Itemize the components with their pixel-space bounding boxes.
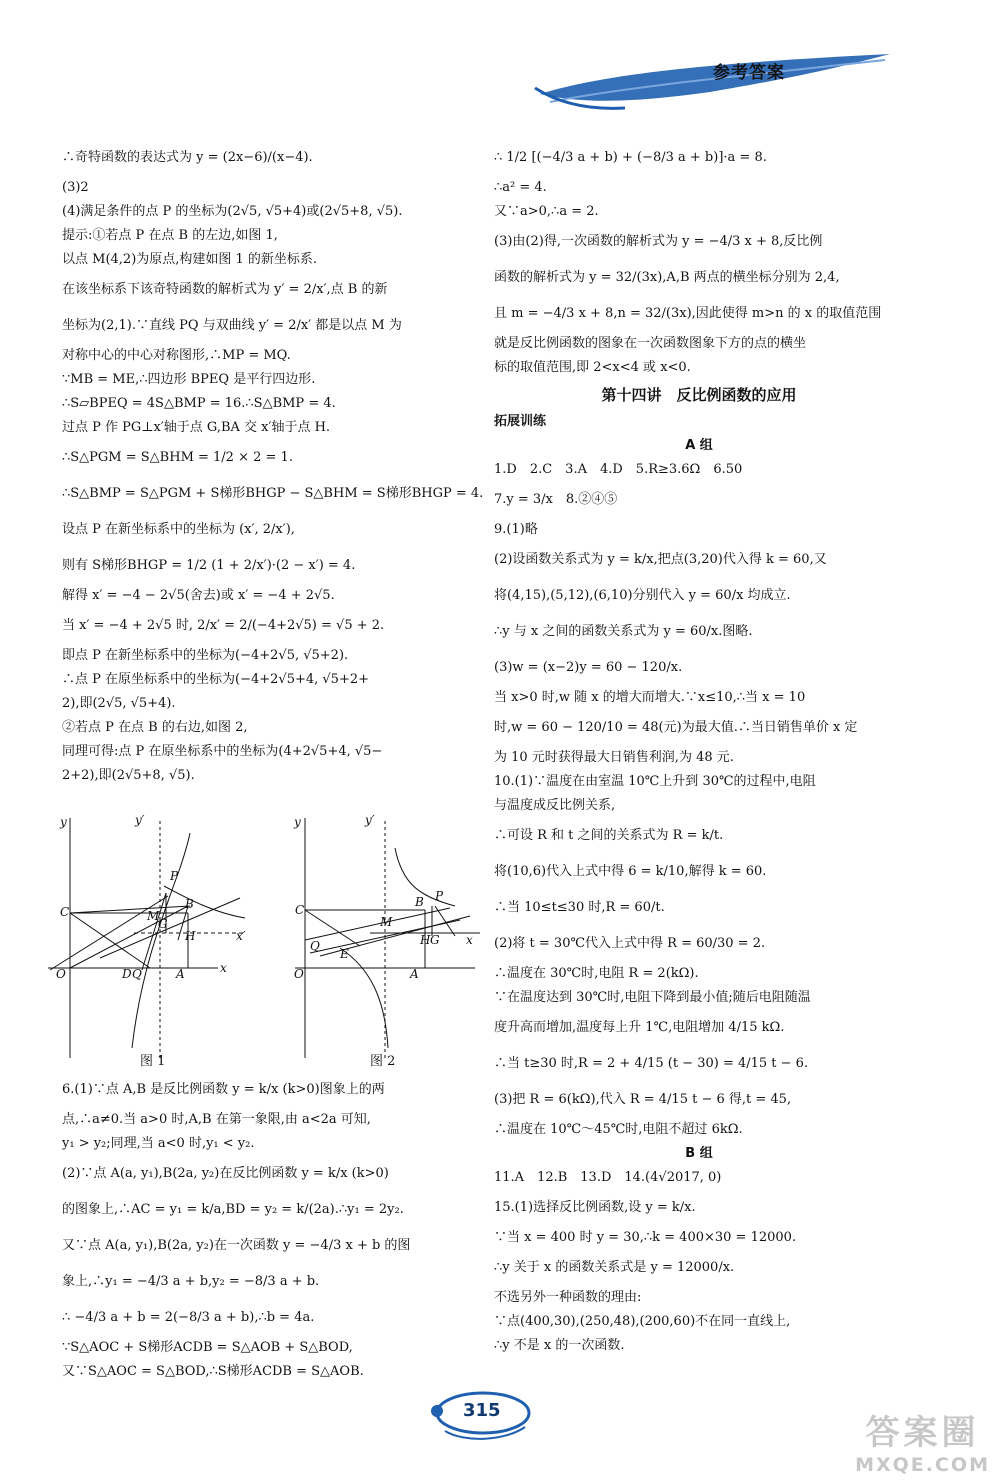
fig2-label-h: H xyxy=(420,933,431,947)
text-line: ∴可设 R 和 t 之间的关系式为 R = k/t. xyxy=(494,828,724,843)
fig2-label-o: O xyxy=(294,967,304,981)
fig2-label-b: B xyxy=(415,895,424,909)
fig1-label-o: O xyxy=(56,967,66,981)
text-line: ∴ 1/2 [(−4/3 a + b) + (−8/3 a + b)]·a = 8. xyxy=(494,150,767,165)
text-line: 将(10,6)代入上式中得 6 = k/10,解得 k = 60. xyxy=(494,864,767,879)
text-line: 度升高而增加,温度每上升 1℃,电阻增加 4/15 kΩ. xyxy=(494,1020,785,1035)
right-column xyxy=(494,140,904,1358)
text-line: 象上,∴y₁ = −4/3 a + b,y₂ = −8/3 a + b. xyxy=(62,1274,320,1289)
text-line: ∵MB = ME,∴四边形 BPEQ 是平行四边形. xyxy=(62,372,316,387)
figure-1-caption: 图 1 xyxy=(140,1054,166,1069)
text-line: ∵S△AOC + S梯形ACDB = S△AOB + S△BOD, xyxy=(62,1340,353,1355)
text-line: 函数的解析式为 y = 32/(3x),A,B 两点的横坐标分别为 2,4, xyxy=(494,270,840,285)
text-line: 2),即(2√5, √5+4). xyxy=(62,696,176,711)
text-line: 在该坐标系下该奇特函数的解析式为 y′ = 2/x′,点 B 的新 xyxy=(62,282,388,297)
fig1-label-y-prime: y′ xyxy=(135,813,145,827)
text-line: (3)w = (x−2)y = 60 − 120/x. xyxy=(494,660,683,675)
fig1-label-c: C xyxy=(60,905,70,919)
text-line: ∵在温度达到 30℃时,电阻下降到最小值;随后电阻随温 xyxy=(494,990,811,1005)
text-line: ∴ −4/3 a + b = 2(−8/3 a + b),∴b = 4a. xyxy=(62,1310,315,1325)
header-title: 参考答案 xyxy=(713,63,785,83)
text-line: (4)满足条件的点 P 的坐标为(2√5, √5+4)或(2√5+8, √5). xyxy=(62,204,403,219)
text-line: (3)由(2)得,一次函数的解析式为 y = −4/3 x + 8,反比例 xyxy=(494,234,823,249)
text-line: 又∵S△AOC = S△BOD,∴S梯形ACDB = S△AOB. xyxy=(62,1364,364,1379)
section-title: 第十四讲 反比例函数的应用 xyxy=(601,386,797,404)
text-line: ∴当 t≥30 时,R = 2 + 4/15 (t − 30) = 4/15 t − 6. xyxy=(494,1056,809,1071)
text-line: 与温度成反比例关系, xyxy=(494,798,616,813)
text-line: ∴奇特函数的表达式为 y = (2x−6)/(x−4). xyxy=(62,150,313,165)
text-line: 同理可得:点 P 在原坐标系中的坐标为(4+2√5+4, √5− xyxy=(62,744,383,759)
text-line: ∴S▱BPEQ = 4S△BMP = 16.∴S△BMP = 4. xyxy=(62,396,336,411)
text-line: (3)把 R = 6(kΩ),代入 R = 4/15 t − 6 得,t = 45, xyxy=(494,1092,792,1107)
fig1-label-h: H xyxy=(185,929,196,943)
text-line: ∴a² = 4. xyxy=(494,180,547,195)
text-line: 15.(1)选择反比例函数,设 y = k/x. xyxy=(494,1200,696,1215)
figure-2 xyxy=(295,818,480,1058)
group-a-title: A 组 xyxy=(685,438,713,453)
fig2-label-q: Q xyxy=(310,939,320,953)
fig1-label-b: B xyxy=(185,897,194,911)
text-line: ∴y 与 x 之间的函数关系式为 y = 60/x.图略. xyxy=(494,624,753,639)
fig2-label-c: C xyxy=(295,903,305,917)
figures xyxy=(40,808,480,1068)
text-line: 又∵点 A(a, y₁),B(2a, y₂)在一次函数 y = −4/3 x + b 的图 xyxy=(62,1238,411,1253)
fig2-label-m: M xyxy=(380,915,393,929)
text-line: ∴y 不是 x 的一次函数. xyxy=(494,1338,625,1353)
text-line: ∵点(400,30),(250,48),(200,60)不在同一直线上, xyxy=(494,1314,791,1329)
text-line: 将(4,15),(5,12),(6,10)分别代入 y = 60/x 均成立. xyxy=(494,588,791,603)
text-line: ∴y 关于 x 的函数关系式是 y = 12000/x. xyxy=(494,1260,735,1275)
left-column-b xyxy=(62,1072,462,1384)
fig2-label-p: P xyxy=(435,889,444,903)
figure-labels xyxy=(56,813,473,981)
page-number: 315 xyxy=(463,1400,501,1421)
text-line: 且 m = −4/3 x + 8,n = 32/(3x),因此使得 m>n 的 x 的取值范围 xyxy=(494,306,882,321)
watermark-url: MXQE.COM xyxy=(855,1454,990,1476)
fig1-label-x-prime: x′ xyxy=(236,929,246,943)
text-line: 为 10 元时获得最大日销售利润,为 48 元. xyxy=(494,750,734,765)
text-line: 即点 P 在新坐标系中的坐标为(−4+2√5, √5+2). xyxy=(62,648,349,663)
text-line: 2+2),即(2√5+8, √5). xyxy=(62,768,195,783)
fig2-label-g: G xyxy=(430,933,440,947)
text-line: 7.y = 3/x 8.②④⑤ xyxy=(494,492,618,507)
fig1-label-g: G xyxy=(158,917,168,931)
subsection-title: 拓展训练 xyxy=(494,414,547,429)
fig1-label-d: D xyxy=(122,967,132,981)
text-line: 时,w = 60 − 120/10 = 48(元)为最大值.∴当日销售单价 x 定 xyxy=(494,720,858,735)
text-line: 以点 M(4,2)为原点,构建如图 1 的新坐标系. xyxy=(62,252,318,267)
fig1-label-m: M xyxy=(147,909,160,923)
text-line: 点,∴a≠0.当 a>0 时,A,B 在第一象限,由 a<2a 可知, xyxy=(62,1112,371,1127)
text-line: 不选另外一种函数的理由: xyxy=(494,1290,642,1305)
text-line: 则有 S梯形BHGP = 1/2 (1 + 2/x′)·(2 − x′) = 4. xyxy=(62,558,356,573)
text-line: 6.(1)∵点 A,B 是反比例函数 y = k/x (k>0)图象上的两 xyxy=(62,1082,385,1097)
text-line: 对称中心的中心对称图形,∴MP = MQ. xyxy=(62,348,291,363)
figure-1 xyxy=(48,818,245,1058)
fig2-label-a: A xyxy=(410,967,419,981)
text-line: 的图象上,∴AC = y₁ = k/a,BD = y₂ = k/(2a).∴y₁ = 2y₂. xyxy=(62,1202,404,1217)
fig1-label-q: Q xyxy=(132,967,142,981)
text-line: 标的取值范围,即 2<x<4 或 x<0. xyxy=(494,360,691,375)
fig1-label-a: A xyxy=(176,967,185,981)
text-line: 过点 P 作 PG⊥x′轴于点 G,BA 交 x′轴于点 H. xyxy=(62,420,331,435)
text-line: 1.D 2.C 3.A 4.D 5.R≥3.6Ω 6.50 xyxy=(494,462,743,477)
text-line: 解得 x′ = −4 − 2√5(舍去)或 x′ = −4 + 2√5. xyxy=(62,588,335,603)
text-line: ∴温度在 10℃～45℃时,电阻不超过 6kΩ. xyxy=(494,1122,743,1137)
text-line: 当 x>0 时,w 随 x 的增大而增大.∵x≤10,∴当 x = 10 xyxy=(494,690,806,705)
text-line: 9.(1)略 xyxy=(494,522,538,537)
text-line: y₁ > y₂;同理,当 a<0 时,y₁ < y₂. xyxy=(62,1136,255,1151)
text-line: 11.A 12.B 13.D 14.(4√2017, 0) xyxy=(494,1170,722,1185)
text-line: 当 x′ = −4 + 2√5 时, 2/x′ = 2/(−4+2√5) = √5 + 2. xyxy=(62,618,385,633)
text-line: ∴S△PGM = S△BHM = 1/2 × 2 = 1. xyxy=(62,450,293,465)
watermark xyxy=(855,1405,990,1476)
text-line: 坐标为(2,1).∵直线 PQ 与双曲线 y′ = 2/x′ 都是以点 M 为 xyxy=(62,318,402,333)
fig2-label-y: y xyxy=(294,815,301,829)
text-line: (2)∵点 A(a, y₁),B(2a, y₂)在反比例函数 y = k/x (k>0) xyxy=(62,1166,389,1181)
text-line: (3)2 xyxy=(62,180,89,195)
fig2-label-x-prime: x xyxy=(466,933,473,947)
text-line: (2)设函数关系式为 y = k/x,把点(3,20)代入得 k = 60,又 xyxy=(494,552,827,567)
text-line: 又∵a>0,∴a = 2. xyxy=(494,204,599,219)
text-line: 提示:①若点 P 在点 B 的左边,如图 1, xyxy=(62,228,278,243)
fig1-label-x: x xyxy=(220,961,227,975)
fig2-label-y-prime: y′ xyxy=(365,813,375,827)
group-b-title: B 组 xyxy=(685,1146,713,1161)
figure-diagrams xyxy=(40,808,480,1068)
text-line: ∴点 P 在原坐标系中的坐标为(−4+2√5+4, √5+2+ xyxy=(62,672,370,687)
text-line: ∴S△BMP = S△PGM + S梯形BHGP − S△BHM = S梯形BHGP = 4. xyxy=(62,486,484,501)
text-line: 10.(1)∵温度在由室温 10℃上升到 30℃的过程中,电阻 xyxy=(494,774,816,789)
text-line: 就是反比例函数的图象在一次函数图象下方的点的横坐 xyxy=(494,336,807,351)
figure-2-caption: 图 2 xyxy=(370,1054,396,1069)
text-line: ②若点 P 在点 B 的右边,如图 2, xyxy=(62,720,248,735)
left-column xyxy=(62,140,484,788)
text-line: ∵当 x = 400 时 y = 30,∴k = 400×30 = 12000. xyxy=(494,1230,797,1245)
text-line: 设点 P 在新坐标系中的坐标为 (x′, 2/x′), xyxy=(62,522,295,537)
fig1-label-p: P xyxy=(170,869,179,883)
fig1-label-y: y xyxy=(60,815,67,829)
watermark-text: 答案圈 xyxy=(865,1413,980,1453)
text-line: ∴温度在 30℃时,电阻 R = 2(kΩ). xyxy=(494,966,699,981)
text-line: ∴当 10≤t≤30 时,R = 60/t. xyxy=(494,900,665,915)
text-line: (2)将 t = 30℃代入上式中得 R = 60/30 = 2. xyxy=(494,936,766,951)
fig2-label-e: E xyxy=(340,947,349,961)
